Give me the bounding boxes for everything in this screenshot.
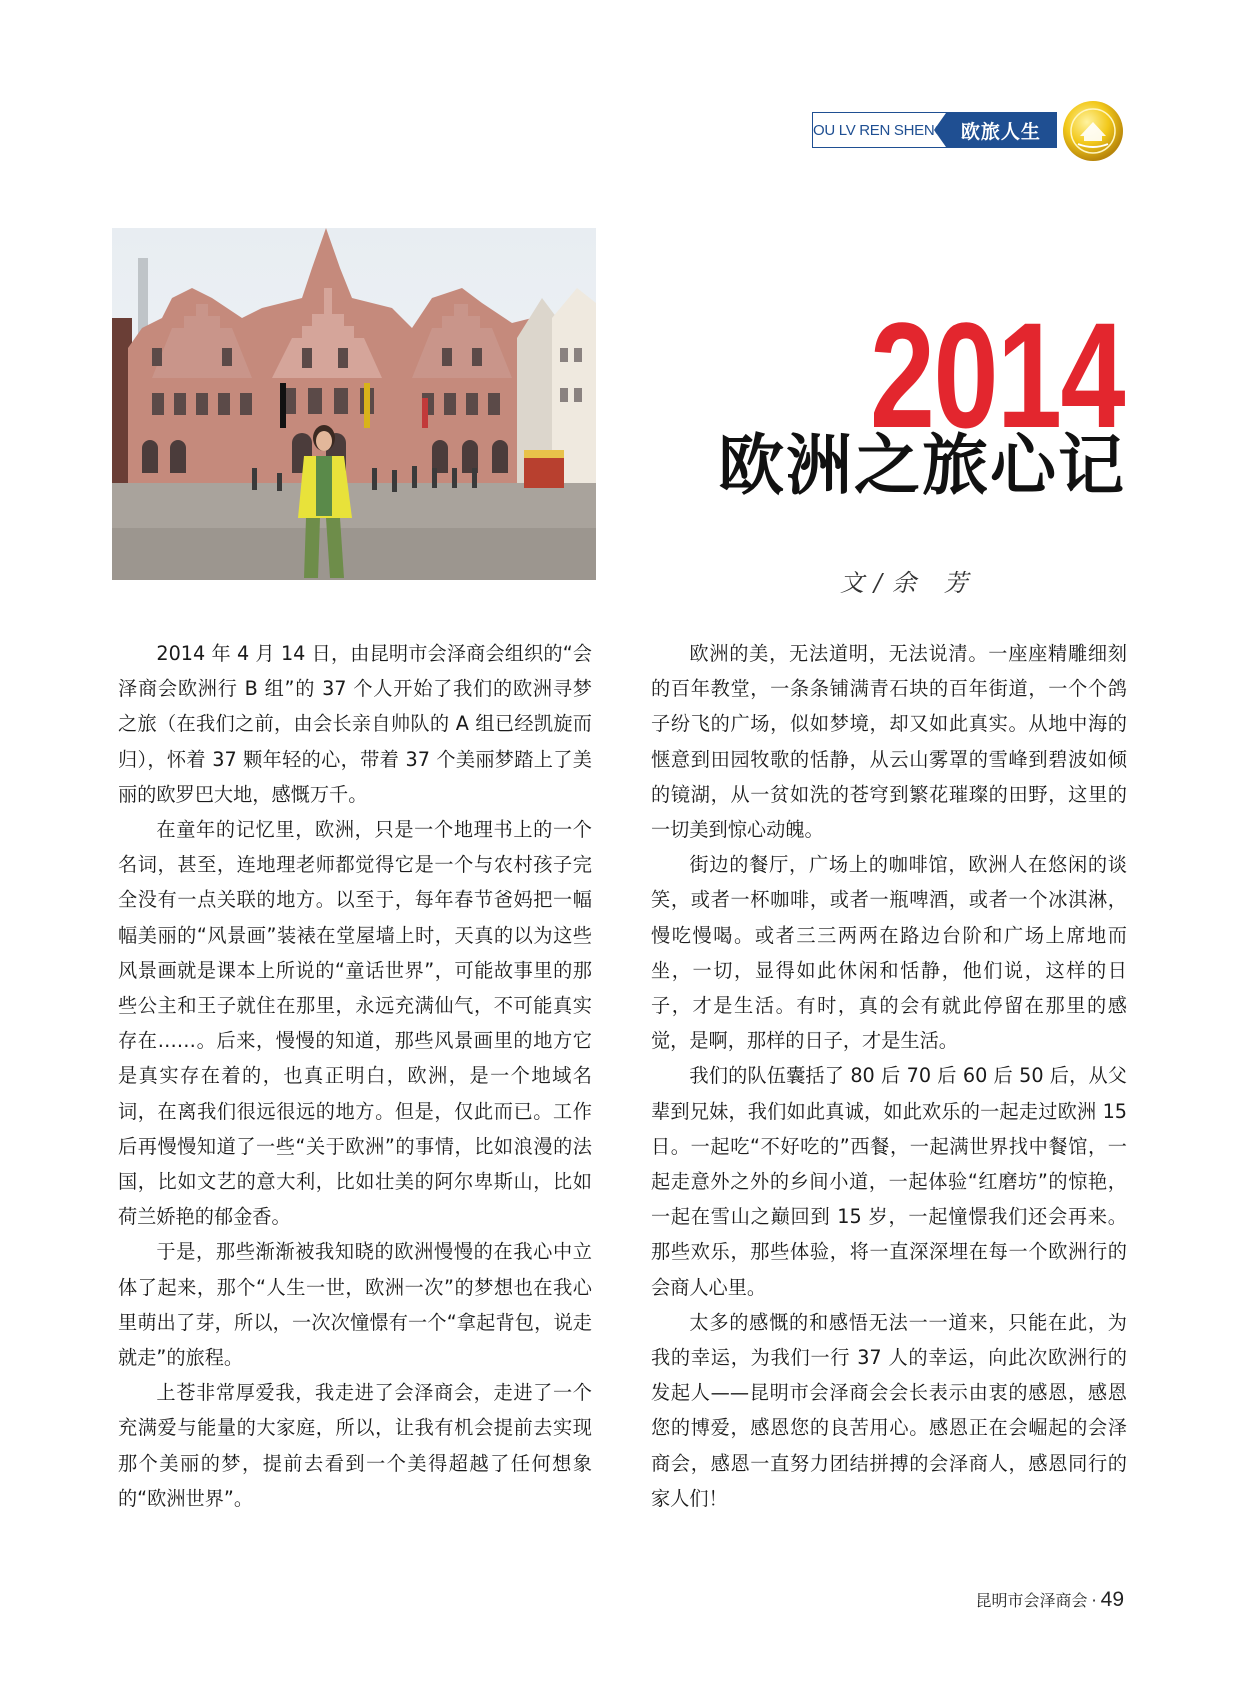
paragraph: 街边的餐厅，广场上的咖啡馆，欧洲人在悠闲的谈笑，或者一杯咖啡，或者一瓶啤酒，或者一个冰淇淋，慢吃慢喝。或者三三两两在路边台阶和广场上席地而坐，一切，显得如此休闲和恬静，他们说，这样的日子，才是生活。有时，真的会有就此停留在那里的感觉，是啊，那样的日子，才是生活。 — [651, 853, 1127, 1053]
page-number: 49 — [1100, 1588, 1124, 1611]
author-byline: 文/余 芳 — [840, 569, 978, 597]
section-tag-chinese: 欧旅人生 — [946, 113, 1056, 147]
section-tag-english: OU LV REN SHENG — [813, 121, 946, 139]
paragraph: 于是，那些渐渐被我知晓的欧洲慢慢的在我心中立体了起来，那个“人生一世，欧洲一次”的梦想也在我心里萌出了芽，所以，一次次憧憬有一个“拿起背包，说走就走”的旅程。 — [118, 1240, 592, 1370]
right-column — [651, 636, 1127, 1516]
paragraph: 欧洲的美，无法道明，无法说清。一座座精雕细刻的百年教堂，一条条铺满青石块的百年街道，一个个鸽子纷飞的广场，似如梦境，却又如此真实。从地中海的惬意到田园牧歌的恬静，从云山雾罩的雪峰到碧波如倾的镜湖，从一贫如洗的苍穹到繁花璀璨的田野，这里的一切美到惊心动魄。 — [651, 642, 1127, 842]
paragraph: 太多的感慨的和感悟无法一一道来，只能在此，为我的幸运，为我们一行 37 人的幸运，向此次欧洲行的发起人——昆明市会泽商会会长表示由衷的感恩，感恩您的博爱，感恩您的良苦用心。感恩正在会崛起的会泽商会，感恩一直努力团结拼搏的会泽商人，感恩同行的家人们！ — [651, 1310, 1127, 1510]
left-column — [118, 636, 592, 1516]
paragraph: 我们的队伍囊括了 80 后 70 后 60 后 50 后，从父辈到兄妹，我们如此真诚，如此欢乐的一起走过欧洲 15 日。一起吃“不好吃的”西餐，一起满世界找中餐馆，一起走意外之外的乡间小道，一起体验“红磨坊”的惊艳，一起在雪山之巅回到 15 岁，一起憧憬我们还会再来。那些欢乐，那些体验，将一直深深埋在每一个欧洲行的会商人心里。 — [651, 1064, 1127, 1299]
footer-separator: · — [1091, 1591, 1097, 1610]
paragraph: 在童年的记忆里，欧洲，只是一个地理书上的一个名词，甚至，连地理老师都觉得它是一个与农村孩子完全没有一点关联的地方。以至于，每年春节爸妈把一幅幅美丽的“风景画”装裱在堂屋墙上时，天真的以为这些风景画就是课本上所说的“童话世界”，可能故事里的那些公主和王子就住在那里，永远充满仙气，不可能真实存在……。后来，慢慢的知道，那些风景画里的地方它是真实存在着的，也真正明白，欧洲，是一个地域名词，在离我们很远很远的地方。但是，仅此而已。工作后再慢慢知道了一些“关于欧洲”的事情，比如浪漫的法国，比如文艺的意大利，比如壮美的阿尔卑斯山，比如荷兰娇艳的郁金香。 — [118, 818, 592, 1229]
page-footer — [976, 1588, 1124, 1612]
paragraph: 2014 年 4 月 14 日，由昆明市会泽商会组织的“会泽商会欧洲行 B 组”的 37 个人开始了我们的欧洲寻梦之旅（在我们之前，由会长亲自帅队的 A 组已经凯旋而归），怀着 37 颗年轻的心，带着 37 个美丽梦踏上了美丽的欧罗巴大地，感慨万千。 — [118, 642, 592, 806]
section-tag — [812, 112, 1057, 148]
townhall-square-photo — [112, 228, 596, 580]
article-title: 欧洲之旅心记 — [718, 426, 1126, 504]
publication-name: 昆明市会泽商会 — [975, 1591, 1088, 1610]
paragraph: 上苍非常厚爱我，我走进了会泽商会，走进了一个充满爱与能量的大家庭，所以，让我有机会提前去实现那个美丽的梦，提前去看到一个美得超越了任何想象的“欧洲世界”。 — [118, 1381, 592, 1510]
title-year: 2014 — [869, 291, 1124, 459]
gold-emblem-icon — [1062, 100, 1124, 162]
